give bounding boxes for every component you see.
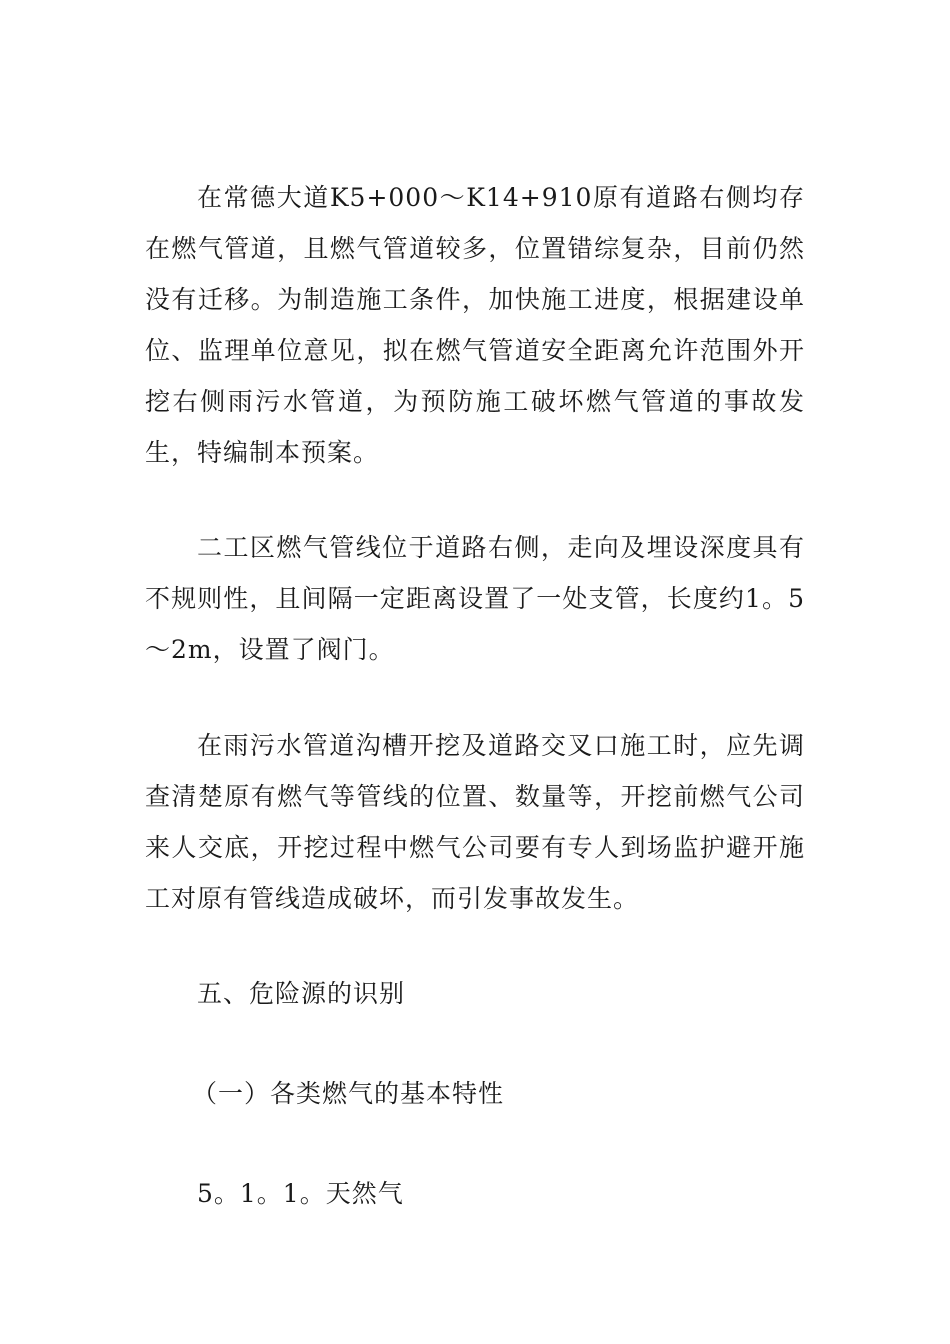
paragraph-work-zone-pipeline: 二工区燃气管线位于道路右侧，走向及埋设深度具有不规则性，且间隔一定距离设置了一处支管，长度约1。5～2m，设置了阀门。: [145, 533, 805, 664]
paragraph-gas-pipeline-background: 在常德大道K5+000～K14+910原有道路右侧均存在燃气管道，且燃气管道较多，位置错综复杂，目前仍然没有迁移。为制造施工条件，加快施工进度，根据建设单位、监理单位意见，拟在燃气管道安全距离允许范围外开挖右侧雨污水管道，为预防施工破坏燃气管道的事故发生，特编制本预案。: [145, 183, 805, 467]
subsection-heading: （一）各类燃气的基本特性: [192, 1079, 505, 1108]
section-heading: 五、危险源的识别: [197, 979, 406, 1008]
paragraph-excavation-requirements: 在雨污水管道沟槽开挖及道路交叉口施工时，应先调查清楚原有燃气等管线的位置、数量等，开挖前燃气公司来人交底，开挖过程中燃气公司要有专人到场监护避开施工对原有管线造成破坏，而引发事故发生。: [145, 731, 805, 913]
item-heading: 5。1。1。天然气: [197, 1179, 404, 1208]
